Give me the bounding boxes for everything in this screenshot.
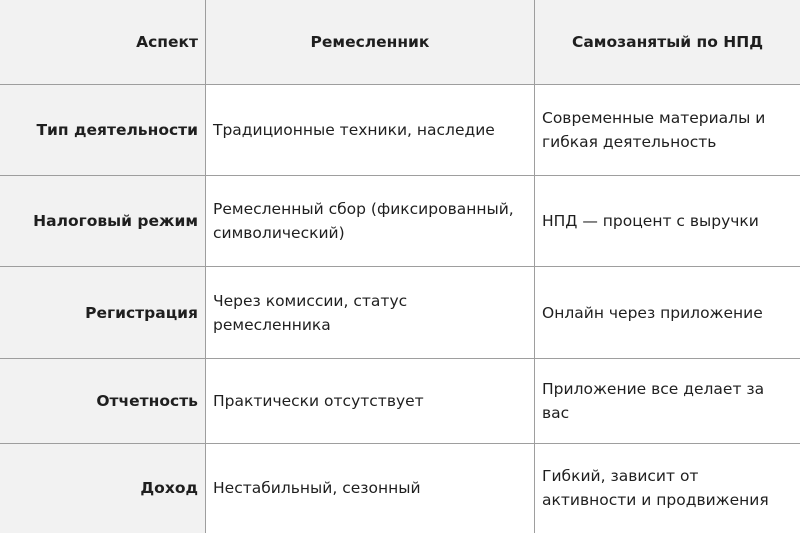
row-aspect-label: Тип деятельности — [0, 85, 206, 176]
row-aspect-label: Налоговый режим — [0, 176, 206, 267]
row-aspect-label: Отчетность — [0, 358, 206, 443]
selfemployed-cell: НПД — процент с выручки — [535, 176, 800, 267]
table-row — [0, 443, 800, 533]
artisan-cell: Через комиссии, статус ремесленника — [206, 267, 535, 358]
table-row — [0, 85, 800, 176]
selfemployed-cell: Современные материалы и гибкая деятельность — [535, 85, 800, 176]
row-aspect-label: Доход — [0, 443, 206, 533]
table-header-row — [0, 0, 800, 85]
row-aspect-label: Регистрация — [0, 267, 206, 358]
header-aspect: Аспект — [0, 0, 206, 85]
artisan-cell: Традиционные техники, наследие — [206, 85, 535, 176]
artisan-cell: Ремесленный сбор (фиксированный, символический) — [206, 176, 535, 267]
table-row — [0, 358, 800, 443]
header-artisan: Ремесленник — [206, 0, 535, 85]
selfemployed-cell: Приложение все делает за вас — [535, 358, 800, 443]
table-row — [0, 267, 800, 358]
table-row — [0, 176, 800, 267]
header-selfemployed: Самозанятый по НПД — [535, 0, 800, 85]
artisan-cell: Практически отсутствует — [206, 358, 535, 443]
artisan-cell: Нестабильный, сезонный — [206, 443, 535, 533]
selfemployed-cell: Онлайн через приложение — [535, 267, 800, 358]
selfemployed-cell: Гибкий, зависит от активности и продвижения — [535, 443, 800, 533]
